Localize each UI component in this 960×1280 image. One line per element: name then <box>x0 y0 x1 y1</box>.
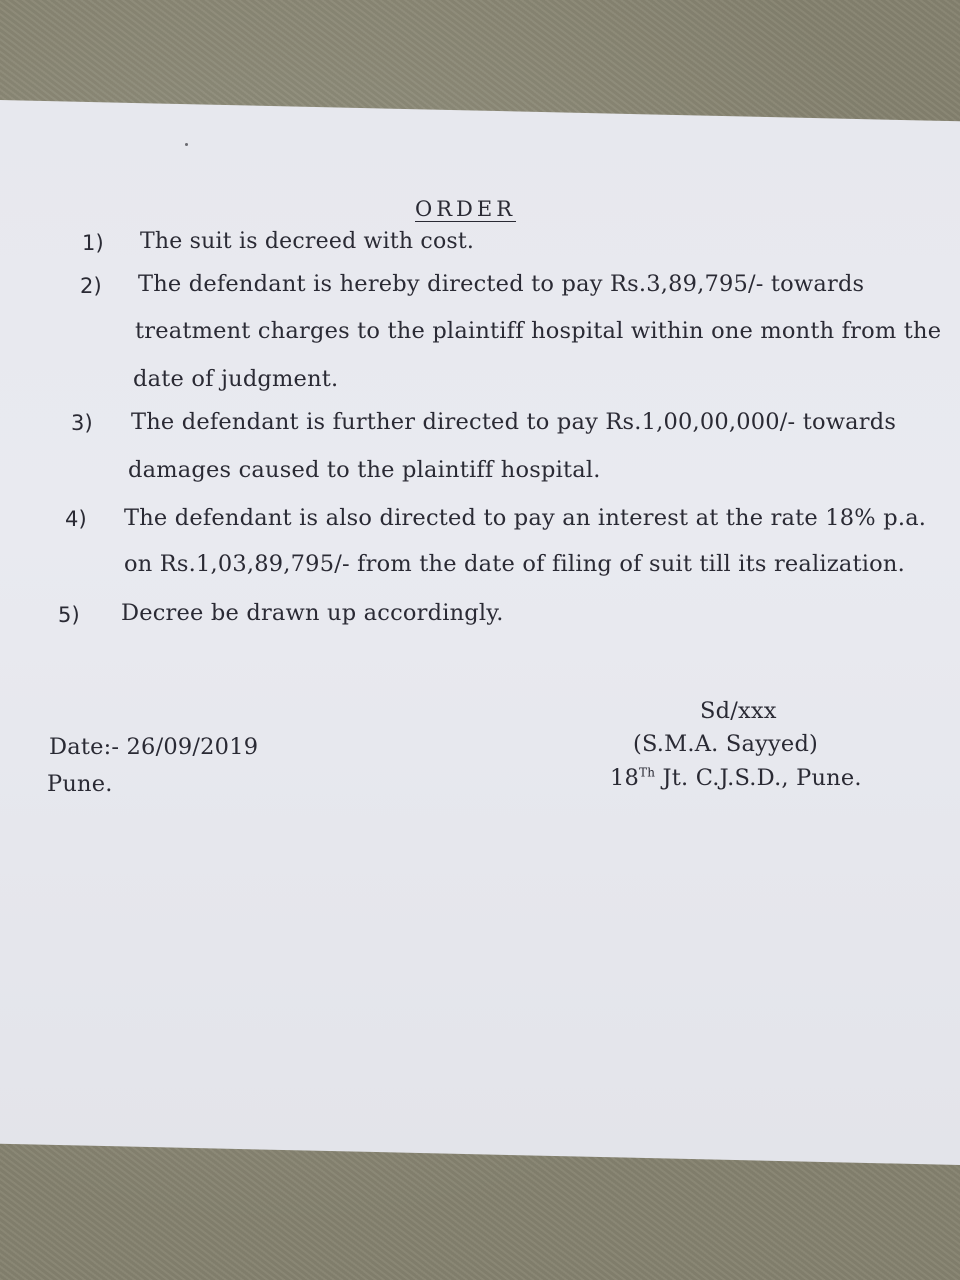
order-place: Pune. <box>47 771 113 797</box>
item-1-line-1: The suit is decreed with cost. <box>140 229 475 254</box>
item-2-number: 2) <box>80 274 102 298</box>
judge-name: (S.M.A. Sayyed) <box>633 731 819 757</box>
item-3-line-1: The defendant is further directed to pay Rs.1,00,00,000/- towards <box>131 409 897 435</box>
item-5-line-1: Decree be drawn up accordingly. <box>121 600 504 626</box>
court-designation <box>610 765 862 791</box>
item-3-number: 3) <box>71 411 93 435</box>
item-4-number: 4) <box>65 507 87 531</box>
item-4-line-1: The defendant is also directed to pay an interest at the rate 18% p.a. <box>124 505 927 531</box>
item-2-line-2: treatment charges to the plaintiff hospital within one month from the <box>135 318 942 344</box>
paper-speck <box>185 143 188 146</box>
order-title: ORDER <box>415 197 517 221</box>
court-number: 18 <box>610 765 640 791</box>
item-4-line-2: on Rs.1,03,89,795/- from the date of filing of suit till its realization. <box>124 551 905 577</box>
paper-sheet <box>0 100 960 1165</box>
item-1-number: 1) <box>82 231 104 255</box>
signature-sd: Sd/xxx <box>700 698 777 724</box>
order-date: Date:- 26/09/2019 <box>49 734 259 760</box>
court-number-superscript: Th <box>639 765 656 780</box>
item-5-number: 5) <box>58 603 80 627</box>
item-2-line-3: date of judgment. <box>133 366 339 392</box>
item-3-line-2: damages caused to the plaintiff hospital. <box>128 457 601 483</box>
item-2-line-1: The defendant is hereby directed to pay Rs.3,89,795/- towards <box>138 271 865 297</box>
court-name: Jt. C.J.S.D., Pune. <box>655 765 862 791</box>
